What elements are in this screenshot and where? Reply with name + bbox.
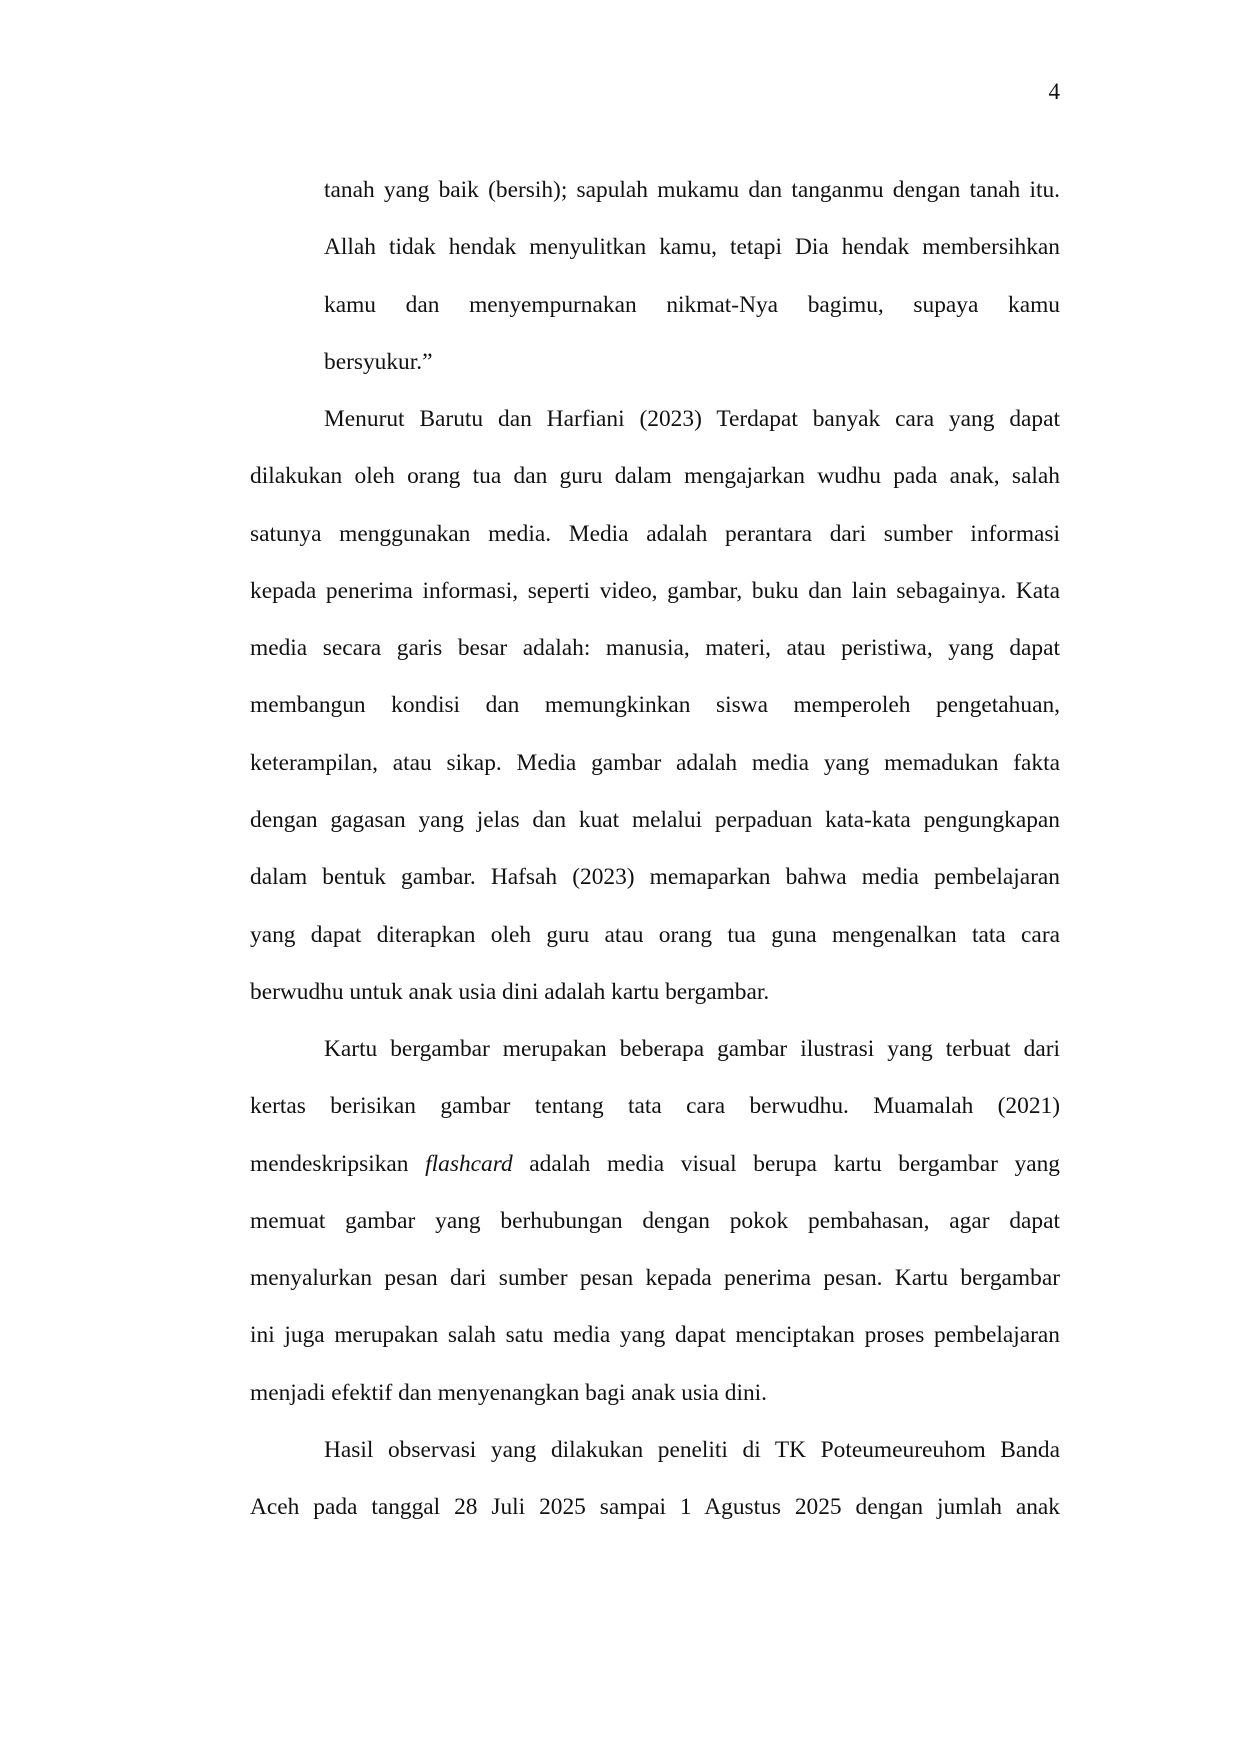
paragraph-line: yang dapat diterapkan oleh guru atau orang tua guna mengenalkan tata cara — [250, 921, 1060, 948]
paragraph-line: menjadi efektif dan menyenangkan bagi anak usia dini. — [250, 1379, 768, 1406]
paragraph-line: kepada penerima informasi, seperti video, gambar, buku dan lain sebagainya. Kata — [250, 577, 1060, 604]
text-run: mendeskripsikan — [250, 1150, 426, 1177]
italic-term-flashcard: flashcard — [425, 1150, 513, 1177]
paragraph-line: dilakukan oleh orang tua dan guru dalam mengajarkan wudhu pada anak, salah — [250, 463, 1060, 490]
paragraph-line: dengan gagasan yang jelas dan kuat melalui perpaduan kata-kata pengungkapan — [250, 807, 1060, 834]
paragraph-line: berwudhu untuk anak usia dini adalah kartu bergambar. — [250, 978, 770, 1005]
quote-block — [324, 162, 1060, 391]
quote-line: bersyukur.” — [324, 348, 433, 375]
page-number: 4 — [1048, 79, 1060, 104]
paragraph-line: Menurut Barutu dan Harfiani (2023) Terdapat banyak cara yang dapat — [324, 406, 1060, 432]
paragraph-line: satunya menggunakan media. Media adalah perantara dari sumber informasi — [250, 520, 1060, 547]
quote-line: tanah yang baik (bersih); sapulah mukamu dan tanganmu dengan tanah itu. — [324, 177, 1060, 203]
paragraph-line: ini juga merupakan salah satu media yang dapat menciptakan proses pembelajaran — [250, 1322, 1060, 1349]
paragraph-2 — [250, 1021, 1060, 1422]
quote-line: kamu dan menyempurnakan nikmat-Nya bagimu, supaya kamu — [324, 291, 1060, 318]
paragraph-line: Aceh pada tanggal 28 Juli 2025 sampai 1 Agustus 2025 dengan jumlah anak — [250, 1494, 1060, 1521]
paragraph-line — [250, 1136, 1060, 1193]
paragraph-line: media secara garis besar adalah: manusia, materi, atau peristiwa, yang dapat — [250, 635, 1060, 662]
paragraph-line: memuat gambar yang berhubungan dengan pokok pembahasan, agar dapat — [250, 1207, 1060, 1234]
paragraph-line: dalam bentuk gambar. Hafsah (2023) memaparkan bahwa media pembelajaran — [250, 864, 1060, 891]
paragraph-line: kertas berisikan gambar tentang tata cara berwudhu. Muamalah (2021) — [250, 1093, 1060, 1120]
quote-line: Allah tidak hendak menyulitkan kamu, tetapi Dia hendak membersihkan — [324, 234, 1060, 261]
paragraph-1 — [250, 391, 1060, 1021]
paragraph-line: membangun kondisi dan memungkinkan siswa memperoleh pengetahuan, — [250, 692, 1060, 719]
paragraph-3 — [250, 1422, 1060, 1537]
paragraph-line: keterampilan, atau sikap. Media gambar adalah media yang memadukan fakta — [250, 749, 1060, 776]
paragraph-line: Hasil observasi yang dilakukan peneliti di TK Poteumeureuhom Banda — [324, 1437, 1060, 1463]
text-run: adalah media visual berupa kartu bergambar yang — [512, 1150, 1060, 1177]
paragraph-line: menyalurkan pesan dari sumber pesan kepada penerima pesan. Kartu bergambar — [250, 1265, 1060, 1292]
paragraph-line: Kartu bergambar merupakan beberapa gambar ilustrasi yang terbuat dari — [324, 1036, 1060, 1062]
